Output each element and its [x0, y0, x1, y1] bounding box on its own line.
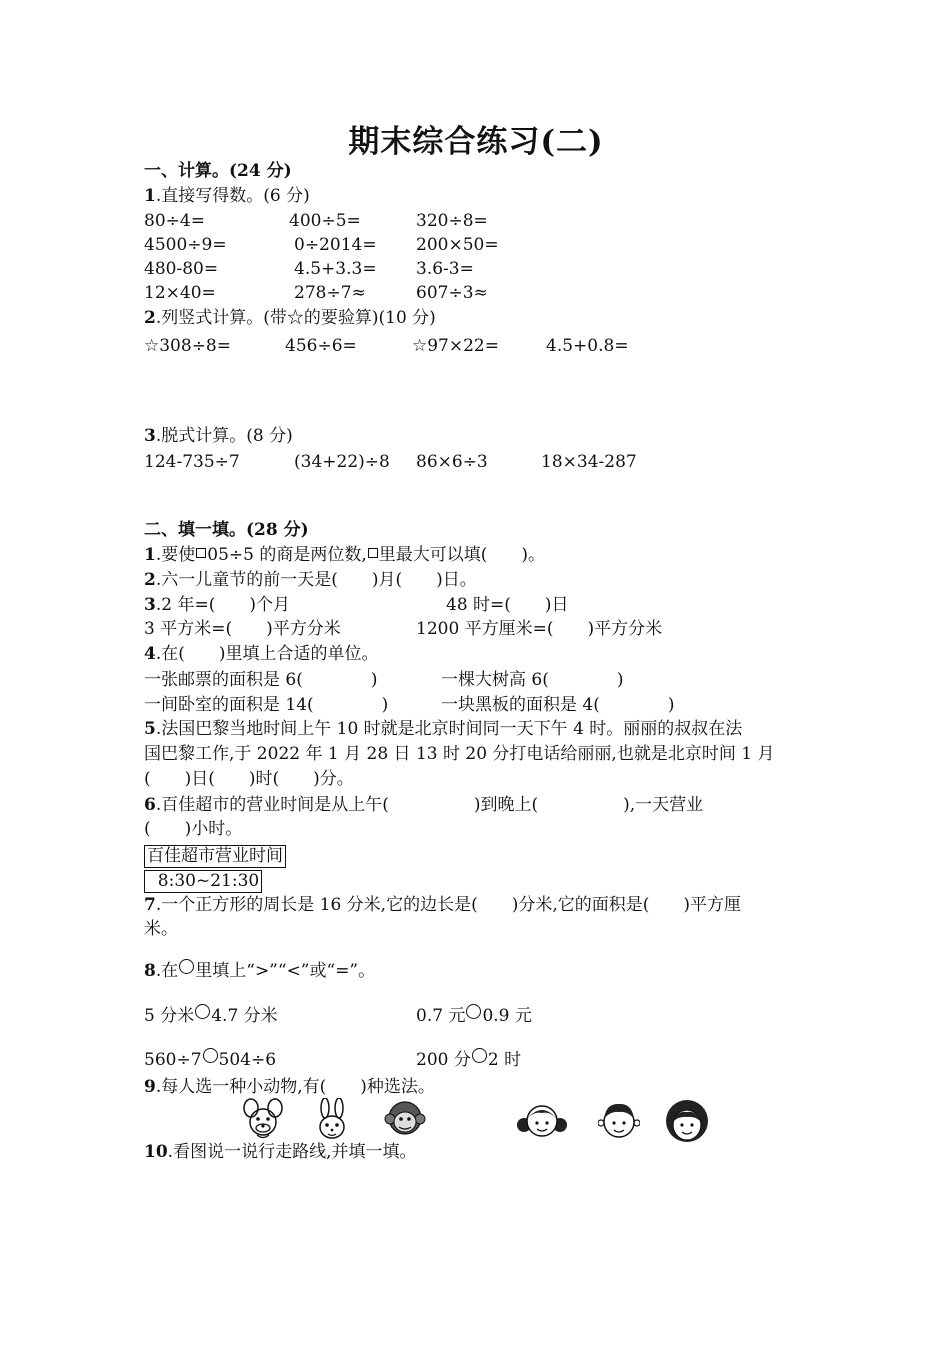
s1-q3-text: .脱式计算。(8 分) — [155, 426, 293, 446]
s2-q3b: 48 时=( )日 — [446, 595, 569, 615]
s1-q3-title — [144, 425, 293, 447]
oral-calc-item: 3.6-3= — [416, 259, 474, 279]
girl-pigtails-icon — [516, 1099, 568, 1143]
compare-left: 5 分米 — [144, 1006, 195, 1026]
s2-q3a-text: .2 年=( )个月 — [155, 595, 290, 615]
s2-q4-text: .在( )里填上合适的单位。 — [155, 644, 379, 664]
s2-q6-line2: ( )小时。 — [144, 819, 243, 839]
s2-q3d: 1200 平方厘米=( )平方分米 — [416, 619, 663, 639]
hours-sign-title: 百佳超市营业时间 — [144, 845, 286, 868]
compare-circle-icon[interactable] — [203, 1048, 218, 1063]
page-title: 期末综合练习(二) — [348, 124, 604, 160]
s1-q2-num: 2 — [144, 308, 156, 328]
s2-q3-num: 3 — [144, 595, 156, 615]
stepwise-calc-item: 124-735÷7 — [144, 452, 240, 472]
s2-q7-num: 7 — [144, 895, 156, 915]
compare-circle-icon — [179, 959, 194, 974]
compare-item — [416, 1048, 521, 1071]
s2-q8-pre: .在 — [155, 961, 179, 981]
s2-q8-num: 8 — [144, 961, 156, 981]
blank-square-icon — [196, 548, 206, 558]
compare-right: 0.9 元 — [482, 1006, 532, 1026]
rabbit-icon — [312, 1098, 352, 1142]
compare-right: 504÷6 — [218, 1050, 277, 1070]
s1-q1-title — [144, 185, 310, 207]
oral-calc-item: 200×50= — [416, 235, 499, 255]
vertical-calc-item: 456÷6= — [285, 336, 357, 356]
s1-q2-text: .列竖式计算。(带☆的要验算)(10 分) — [155, 308, 436, 328]
compare-item — [144, 1004, 278, 1027]
s2-q2 — [144, 569, 477, 591]
oral-calc-item: 12×40= — [144, 283, 216, 303]
s2-q1-pre: .要使 — [155, 545, 196, 565]
hours-sign-time: 8:30~21:30 — [144, 870, 262, 893]
s2-q4a: 一张邮票的面积是 6( ) — [144, 670, 378, 690]
s2-q4b: 一棵大树高 6( ) — [441, 670, 624, 690]
s2-q1-num: 1 — [144, 545, 156, 565]
s1-q2-title — [144, 307, 436, 329]
oral-calc-item: 4.5+3.3= — [294, 259, 377, 279]
s2-q1-post: 05÷5 的商是两位数, — [207, 545, 367, 565]
compare-left: 200 分 — [416, 1050, 471, 1070]
oral-calc-item: 4500÷9= — [144, 235, 227, 255]
s1-q3-num: 3 — [144, 426, 156, 446]
oral-calc-item: 80÷4= — [144, 211, 205, 231]
compare-circle-icon[interactable] — [466, 1004, 481, 1019]
s2-q5-line3: ( )日( )时( )分。 — [144, 769, 354, 789]
monkey-icon — [384, 1097, 426, 1141]
s2-q6-line1-text: .百佳超市的营业时间是从上午( )到晚上( ),一天营业 — [155, 795, 704, 815]
oral-calc-item: 607÷3≈ — [416, 283, 488, 303]
compare-circle-icon[interactable] — [472, 1048, 487, 1063]
s2-q5-num: 5 — [144, 719, 156, 739]
s2-q5-line1-text: .法国巴黎当地时间上午 10 时就是北京时间同一天下午 4 时。丽丽的叔叔在法 — [155, 719, 743, 739]
s2-q3c: 3 平方米=( )平方分米 — [144, 619, 341, 639]
s2-q2-num: 2 — [144, 570, 156, 590]
s2-q7-line2: 米。 — [144, 919, 178, 939]
compare-right: 4.7 分米 — [211, 1006, 278, 1026]
s2-q3a — [144, 594, 290, 616]
s2-q7-line1-text: .一个正方形的周长是 16 分米,它的边长是( )分米,它的面积是( )平方厘 — [155, 895, 742, 915]
compare-left: 0.7 元 — [416, 1006, 466, 1026]
s2-q10 — [144, 1141, 416, 1163]
stepwise-calc-item: 86×6÷3 — [416, 452, 488, 472]
s2-q4 — [144, 643, 379, 665]
stepwise-calc-item: (34+22)÷8 — [294, 452, 390, 472]
s2-q9-text: .每人选一种小动物,有( )种选法。 — [155, 1077, 435, 1097]
section2-heading: 二、填一填。(28 分) — [144, 520, 309, 540]
section1-heading: 一、计算。(24 分) — [144, 161, 292, 181]
s2-q1 — [144, 544, 545, 566]
s2-q8 — [144, 959, 375, 982]
s1-q1-text: .直接写得数。(6 分) — [155, 186, 310, 206]
girl-short-hair-icon — [664, 1098, 710, 1144]
s2-q10-text: .看图说一说行走路线,并填一填。 — [167, 1142, 417, 1162]
s2-q4-num: 4 — [144, 644, 156, 664]
oral-calc-item: 400÷5= — [289, 211, 361, 231]
s2-q1-post2: 里最大可以填( )。 — [378, 545, 546, 565]
s2-q6-num: 6 — [144, 795, 156, 815]
s2-q4c: 一间卧室的面积是 14( ) — [144, 695, 389, 715]
oral-calc-item: 278÷7≈ — [294, 283, 366, 303]
vertical-calc-item: 4.5+0.8= — [546, 336, 629, 356]
compare-circle-icon[interactable] — [195, 1004, 210, 1019]
s2-q9 — [144, 1076, 435, 1098]
vertical-calc-item: ☆308÷8= — [144, 336, 231, 356]
compare-item — [144, 1048, 276, 1071]
oral-calc-item: 480-80= — [144, 259, 219, 279]
boy-icon — [598, 1099, 640, 1143]
s2-q8-post: 里填上“>”“<”或“=”。 — [195, 961, 376, 981]
dog-icon — [240, 1098, 286, 1142]
oral-calc-item: 320÷8= — [416, 211, 488, 231]
s2-q4d: 一块黑板的面积是 4( ) — [441, 695, 675, 715]
s2-q7-line1 — [144, 894, 741, 916]
compare-right: 2 时 — [487, 1050, 522, 1070]
blank-square-icon — [368, 548, 378, 558]
s2-q5-line2: 国巴黎工作,于 2022 年 1 月 28 日 13 时 20 分打电话给丽丽,也就是北京时间 1 月 — [144, 744, 775, 764]
s2-q2-text: .六一儿童节的前一天是( )月( )日。 — [155, 570, 477, 590]
compare-item — [416, 1004, 532, 1027]
compare-left: 560÷7 — [144, 1050, 202, 1070]
s2-q9-num: 9 — [144, 1077, 156, 1097]
s2-q10-num: 10 — [144, 1142, 168, 1162]
s2-q6-line1 — [144, 794, 703, 816]
vertical-calc-item: ☆97×22= — [412, 336, 499, 356]
s2-q5-line1 — [144, 718, 742, 740]
stepwise-calc-item: 18×34-287 — [541, 452, 637, 472]
s1-q1-num: 1 — [144, 186, 156, 206]
oral-calc-item: 0÷2014= — [294, 235, 377, 255]
